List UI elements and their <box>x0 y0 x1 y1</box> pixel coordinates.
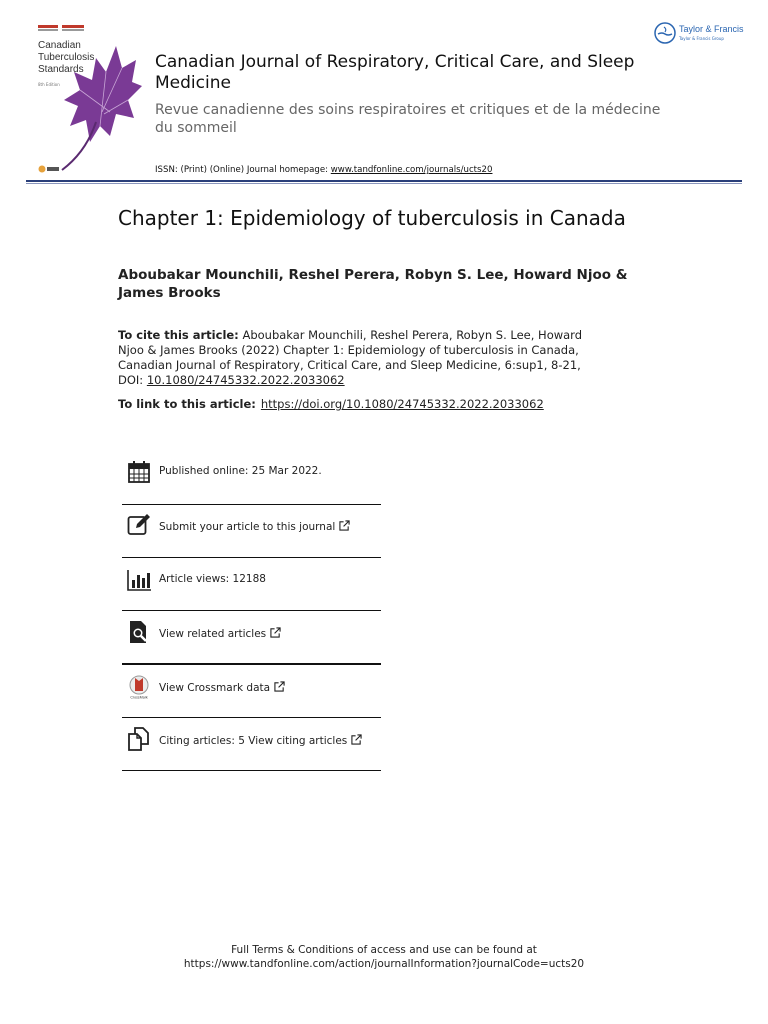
article-doi-link[interactable]: https://doi.org/10.1080/24745332.2022.2033062 <box>260 397 544 411</box>
edit-icon <box>127 513 151 537</box>
article-title: Chapter 1: Epidemiology of tuberculosis in Canada <box>118 206 626 230</box>
related-articles-label: View related articles <box>159 628 267 640</box>
external-link-icon <box>351 734 362 745</box>
issn-label: ISSN: (Print) (Online) Journal homepage: <box>155 165 331 175</box>
cover-title: Canadian Tuberculosis Standards <box>38 40 95 75</box>
journal-cover <box>26 22 142 178</box>
citing-row[interactable] <box>122 718 381 771</box>
citing-articles-label: Citing articles: 5 View citing articles <box>159 735 348 747</box>
header-divider-thin <box>26 183 742 184</box>
citation-label: To cite this article: <box>118 328 239 342</box>
published-date: Published online: 25 Mar 2022. <box>159 465 322 477</box>
journal-subtitle: Revue canadienne des soins respiratoires et critiques et de la médecine du sommeil <box>155 102 661 136</box>
external-link-icon <box>270 627 281 638</box>
submit-row[interactable] <box>122 505 381 558</box>
article-link-label: To link to this article: <box>118 397 256 411</box>
maple-leaf-image <box>56 42 142 172</box>
citation-block <box>118 328 608 388</box>
publisher-group: Taylor & Francis Group <box>679 36 724 41</box>
published-row <box>122 452 381 505</box>
views-row <box>122 558 381 611</box>
related-row[interactable] <box>122 611 381 665</box>
external-link-icon <box>339 520 350 531</box>
footer-line-1: Full Terms & Conditions of access and use can be found at <box>231 944 537 956</box>
header-divider <box>26 180 742 182</box>
article-info-list <box>122 452 381 771</box>
cover-publisher-logo <box>38 164 60 174</box>
article-link-line <box>118 397 544 411</box>
journal-title: Canadian Journal of Respiratory, Critical Care, and Sleep Medicine <box>155 52 635 93</box>
publisher-name: Taylor & Francis <box>679 24 744 34</box>
journal-homepage-link[interactable]: www.tandfonline.com/journals/ucts20 <box>330 165 493 175</box>
crossmark-link-label: View Crossmark data <box>159 682 271 694</box>
issn-line <box>155 165 492 175</box>
search-document-icon <box>127 620 151 644</box>
crossmark-label: CrossMark <box>130 695 148 699</box>
related-articles-link[interactable] <box>159 627 281 640</box>
article-views: Article views: 12188 <box>159 573 266 585</box>
publisher-logo[interactable] <box>654 22 754 48</box>
article-authors: Aboubakar Mounchili, Reshel Perera, Robyn S. Lee, Howard Njoo & James Brooks <box>118 267 628 301</box>
footer-terms <box>0 943 768 971</box>
calendar-icon <box>127 460 151 484</box>
crossmark-link[interactable] <box>159 681 285 694</box>
submit-article-link[interactable] <box>159 520 350 533</box>
taylor-francis-icon <box>654 22 676 44</box>
bar-chart-icon <box>127 568 151 592</box>
citation-doi-link[interactable]: 10.1080/24745332.2022.2033062 <box>146 373 345 387</box>
citing-articles-icon <box>127 727 151 751</box>
cover-edition: 8th Edition <box>38 82 60 87</box>
footer-terms-link[interactable]: https://www.tandfonline.com/action/journalInformation?journalCode=ucts20 <box>183 958 585 970</box>
cover-badge-logo <box>38 24 84 34</box>
external-link-icon <box>274 681 285 692</box>
submit-article-label: Submit your article to this journal <box>159 521 336 533</box>
citing-articles-link[interactable] <box>159 734 362 747</box>
crossmark-icon <box>127 675 151 699</box>
citation-text: Aboubakar Mounchili, Reshel Perera, Robyn S. Lee, Howard Njoo & James Brooks (2022) Chapter 1: Epidemiology of tuberculosis in Canada, Canadian Journal of Respiratory, Critical Care, and Sleep Medicine, 6:sup1, 8-21, DOI: <box>118 328 583 387</box>
crossmark-row[interactable] <box>122 665 381 718</box>
